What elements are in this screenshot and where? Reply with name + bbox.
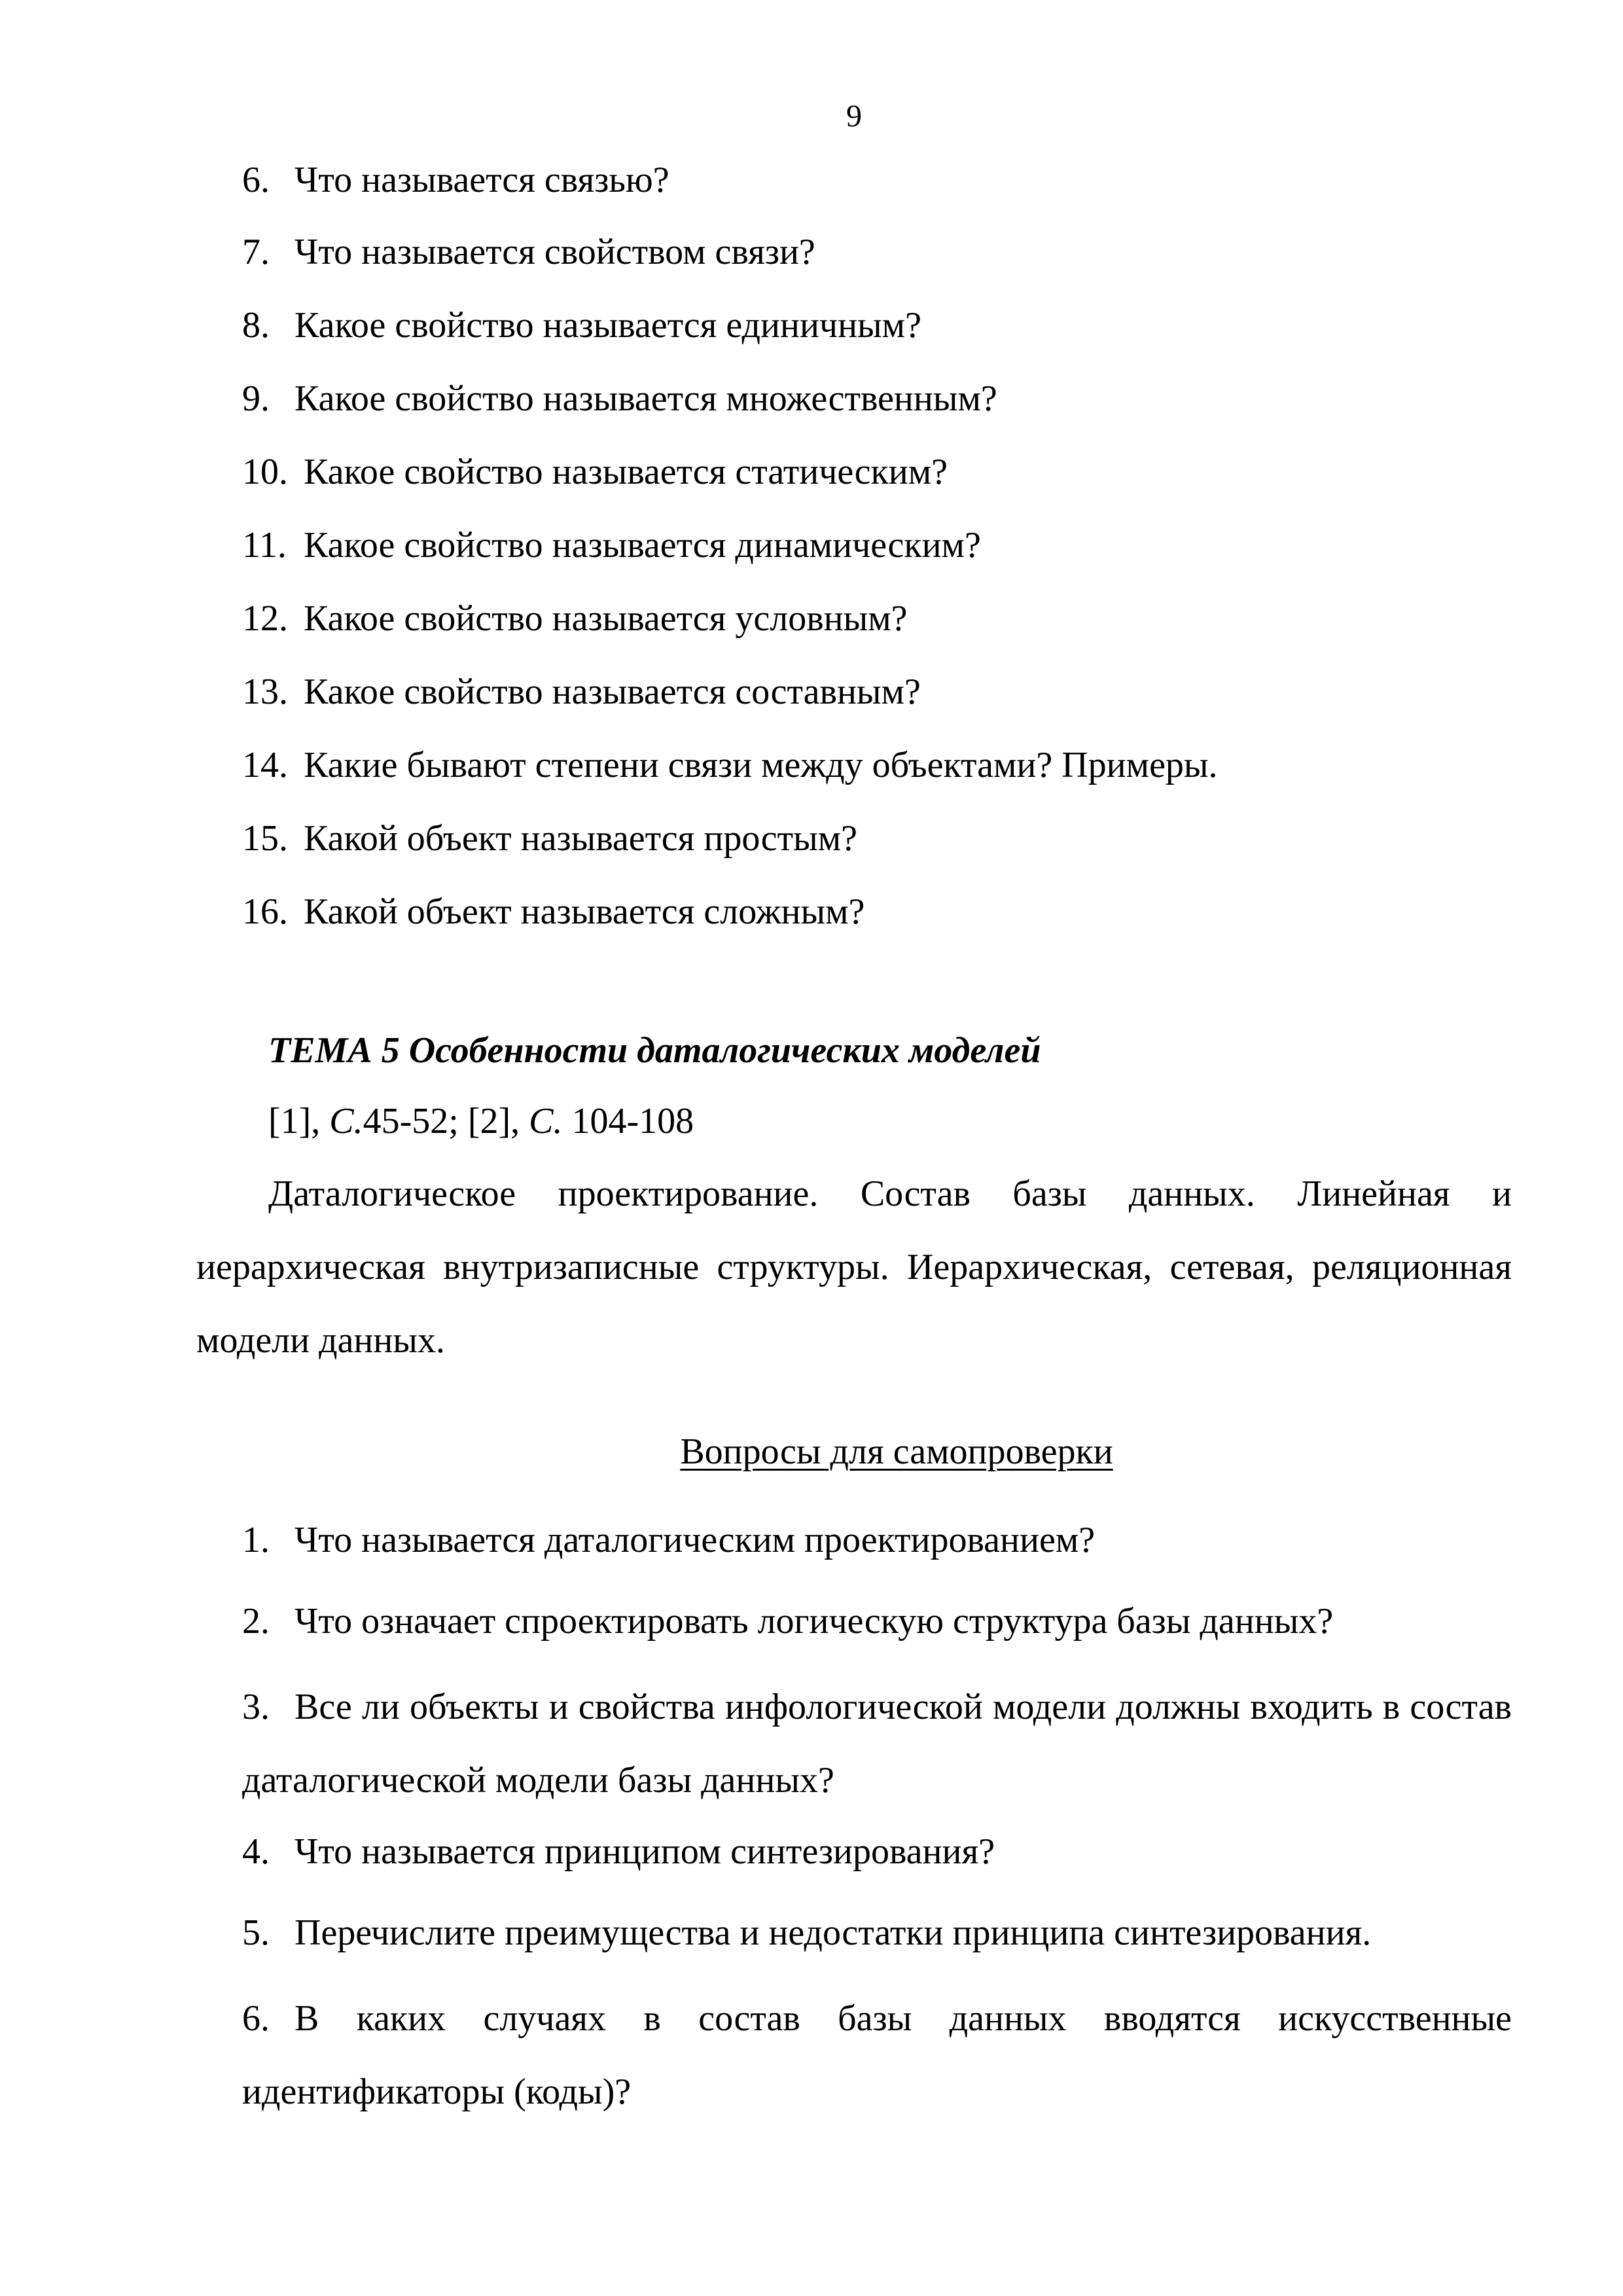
item-text: Какое свойство называется статическим?	[304, 452, 948, 492]
item-number: 11.	[242, 525, 287, 565]
item-number: 13.	[242, 672, 288, 712]
list-item	[242, 304, 921, 347]
list-item	[242, 1600, 1333, 1643]
item-text: Что называется свойством связи?	[294, 232, 815, 272]
refs-part: 45-52; [2],	[363, 1101, 529, 1141]
list-item	[242, 158, 669, 202]
item-text: Что называется даталогическим проектированием?	[294, 1520, 1096, 1560]
refs-part: 104-108	[562, 1101, 694, 1141]
list-item	[242, 817, 857, 860]
list-item	[242, 524, 981, 567]
item-text: Что называется принципом синтезирования?	[294, 1831, 995, 1872]
list-item	[242, 890, 865, 933]
list-item	[242, 597, 908, 640]
item-number: 8.	[242, 305, 270, 346]
item-number: 12.	[242, 598, 288, 639]
item-number: 9.	[242, 378, 270, 419]
list-item	[242, 744, 1218, 787]
item-number: 4.	[242, 1831, 270, 1872]
item-number: 6.	[242, 1998, 270, 2039]
list-item	[242, 1670, 1512, 1817]
item-text: Перечислите преимущества и недостатки принципа синтезирования.	[294, 1912, 1372, 1953]
item-text: Все ли объекты и свойства инфологической модели должны входить в состав даталогической модели базы данных?	[242, 1687, 1512, 1801]
list-item	[242, 1982, 1512, 2128]
list-item	[242, 1518, 1095, 1562]
page-number: 9	[846, 99, 862, 134]
list-item	[242, 450, 948, 493]
list-item	[242, 1830, 995, 1873]
item-text: Какой объект называется простым?	[304, 818, 858, 859]
item-number: 5.	[242, 1912, 270, 1953]
topic-references	[268, 1100, 694, 1143]
refs-part: [1],	[268, 1101, 330, 1141]
self-check-heading: Вопросы для самопроверки	[680, 1431, 1113, 1472]
item-text: Какое свойство называется динамическим?	[304, 525, 981, 565]
item-number: 16.	[242, 891, 288, 932]
item-text: Что означает спроектировать логическую структура базы данных?	[294, 1601, 1334, 1641]
list-item	[242, 1911, 1371, 1954]
item-number: 6.	[242, 160, 270, 200]
refs-page-abbr: С.	[329, 1101, 363, 1141]
item-text: Какой объект называется сложным?	[304, 891, 865, 932]
item-text: Какое свойство называется множественным?	[294, 378, 997, 419]
item-number: 15.	[242, 818, 288, 859]
topic-title: ТЕМА 5 Особенности даталогических моделей	[268, 1030, 1041, 1071]
list-item	[242, 670, 921, 713]
item-text: Какое свойство называется условным?	[304, 598, 908, 639]
item-text: Какое свойство называется единичным?	[294, 305, 921, 346]
list-item	[242, 377, 997, 420]
topic-description: Даталогическое проектирование. Состав базы данных. Линейная и иерархическая внутризаписные структуры. Иерархическая, сетевая, реляционная модели данных.	[196, 1174, 1512, 1361]
item-number: 3.	[242, 1687, 270, 1727]
item-number: 2.	[242, 1601, 270, 1641]
item-number: 7.	[242, 232, 270, 272]
item-number: 14.	[242, 745, 288, 785]
item-text: Какие бывают степени связи между объектами? Примеры.	[304, 745, 1218, 785]
item-text: В каких случаях в состав базы данных вводятся искусственные идентификаторы (коды)?	[242, 1998, 1512, 2112]
item-text: Что называется связью?	[294, 160, 669, 200]
item-number: 1.	[242, 1520, 270, 1560]
item-number: 10.	[242, 452, 288, 492]
item-text: Какое свойство называется составным?	[304, 672, 921, 712]
refs-page-abbr: С.	[529, 1101, 563, 1141]
list-item	[242, 230, 815, 274]
